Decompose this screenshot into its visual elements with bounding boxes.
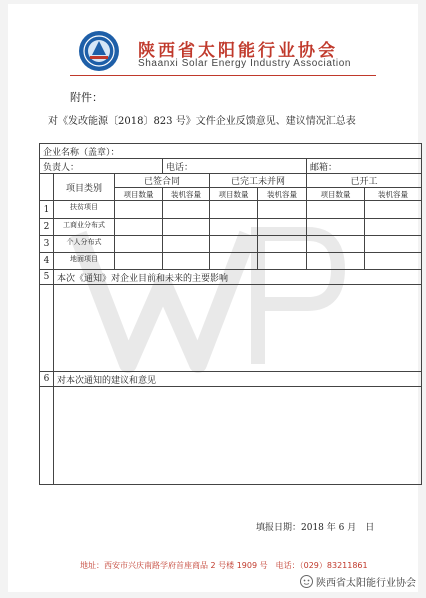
row-number: 4 bbox=[40, 253, 54, 270]
table-cell[interactable] bbox=[307, 236, 365, 253]
section-5-answer-area[interactable] bbox=[54, 285, 422, 372]
row-number: 3 bbox=[40, 236, 54, 253]
row-number: 2 bbox=[40, 219, 54, 236]
sub-header: 装机容量 bbox=[258, 188, 307, 201]
contact-person-field[interactable]: 负责人： bbox=[40, 159, 163, 174]
table-cell[interactable] bbox=[163, 201, 210, 219]
table-cell[interactable] bbox=[210, 201, 258, 219]
table-cell[interactable] bbox=[365, 201, 422, 219]
table-cell[interactable] bbox=[115, 219, 163, 236]
footer-address: 地址：西安市兴庆南路学府首座商品 2 号楼 1909 号 电话：（029）83211861 bbox=[80, 561, 368, 570]
document-page bbox=[8, 4, 418, 592]
table-cell[interactable] bbox=[307, 253, 365, 270]
fill-date: 填报日期：2018 年 6 月 日 bbox=[256, 523, 375, 533]
group-header-completed: 已完工未并网 bbox=[210, 174, 307, 188]
table-cell[interactable] bbox=[307, 201, 365, 219]
table-cell[interactable] bbox=[258, 201, 307, 219]
table-cell[interactable] bbox=[258, 253, 307, 270]
row-label-residential: 个人分布式 bbox=[54, 236, 115, 253]
table-cell[interactable] bbox=[210, 219, 258, 236]
row-number: 1 bbox=[40, 201, 54, 219]
table-cell[interactable] bbox=[365, 236, 422, 253]
feedback-form-table bbox=[39, 143, 422, 485]
section-6-label: 对本次通知的建议和意见 bbox=[54, 372, 422, 387]
table-cell[interactable] bbox=[163, 236, 210, 253]
header-divider bbox=[70, 75, 376, 76]
section-5-number-cell bbox=[40, 285, 54, 372]
table-cell[interactable] bbox=[365, 253, 422, 270]
sub-header: 装机容量 bbox=[163, 188, 210, 201]
wechat-icon bbox=[300, 575, 313, 588]
section-6-number-cell bbox=[40, 387, 54, 485]
attachment-label: 附件： bbox=[70, 91, 103, 104]
header-number-cell bbox=[40, 174, 54, 201]
sub-header: 项目数量 bbox=[210, 188, 258, 201]
group-header-started: 已开工 bbox=[307, 174, 422, 188]
org-name-english: Shaanxi Solar Energy Industry Association bbox=[138, 58, 352, 69]
association-logo-icon bbox=[78, 30, 120, 72]
sub-header: 项目数量 bbox=[307, 188, 365, 201]
table-cell[interactable] bbox=[258, 219, 307, 236]
table-cell[interactable] bbox=[115, 201, 163, 219]
org-name-chinese: 陕西省太阳能行业协会 bbox=[138, 41, 338, 61]
section-5-label: 本次《通知》对企业目前和未来的主要影响 bbox=[54, 270, 422, 285]
group-header-signed: 已签合同 bbox=[115, 174, 210, 188]
sub-header: 装机容量 bbox=[365, 188, 422, 201]
sub-header: 项目数量 bbox=[115, 188, 163, 201]
table-cell[interactable] bbox=[163, 219, 210, 236]
email-field[interactable]: 邮箱： bbox=[307, 159, 422, 174]
row-label-commercial: 工商业分布式 bbox=[54, 219, 115, 236]
table-cell[interactable] bbox=[115, 236, 163, 253]
company-name-field[interactable]: 企业名称（盖章）： bbox=[40, 144, 422, 159]
row-label-poverty: 扶贫项目 bbox=[54, 201, 115, 219]
wechat-account-badge bbox=[300, 574, 416, 589]
wechat-account-name: 陕西省太阳能行业协会 bbox=[316, 578, 416, 589]
document-subject: 对《发改能源〔2018〕823 号》文件企业反馈意见、建议情况汇总表 bbox=[48, 116, 356, 127]
table-cell[interactable] bbox=[163, 253, 210, 270]
table-cell[interactable] bbox=[115, 253, 163, 270]
table-cell[interactable] bbox=[307, 219, 365, 236]
section-6-answer-area[interactable] bbox=[54, 387, 422, 485]
table-cell[interactable] bbox=[210, 253, 258, 270]
row-number: 6 bbox=[40, 372, 54, 387]
row-number: 5 bbox=[40, 270, 54, 285]
table-cell[interactable] bbox=[210, 236, 258, 253]
row-label-ground: 地面项目 bbox=[54, 253, 115, 270]
table-cell[interactable] bbox=[258, 236, 307, 253]
category-header: 项目类别 bbox=[54, 174, 115, 201]
phone-field[interactable]: 电话： bbox=[163, 159, 307, 174]
table-cell[interactable] bbox=[365, 219, 422, 236]
